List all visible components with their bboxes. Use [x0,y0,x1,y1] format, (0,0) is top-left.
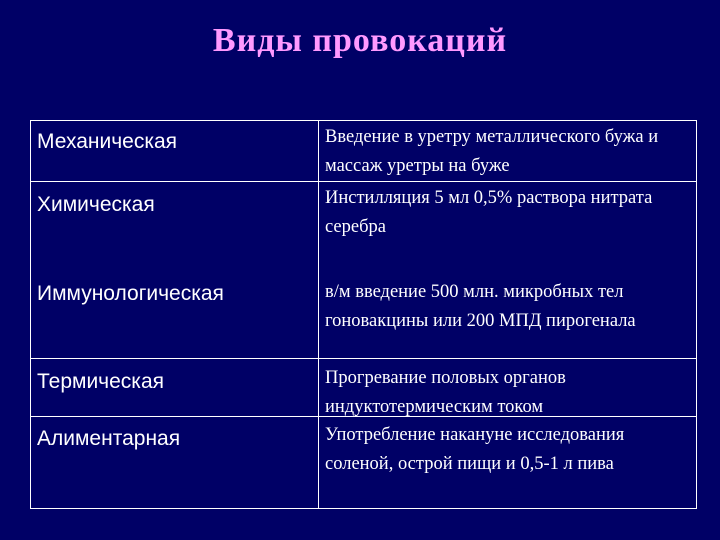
type-cell: Механическая [37,130,178,153]
type-cell: Иммунологическая [37,282,224,305]
table-row [31,182,696,272]
table-row [31,121,696,182]
type-cell: Химическая [37,193,155,216]
page-title: Виды провокаций [212,22,508,59]
description-cell: в/м введение 500 млн. микробных тел гоновакцины или 200 МПД пирогенала [325,282,636,331]
type-cell: Термическая [37,370,164,393]
table-row [31,359,696,417]
description-cell: Прогревание половых органов индуктотермическим током [325,368,566,417]
provocation-table [30,120,697,509]
type-cell: Алиментарная [37,427,181,450]
description-cell: Инстилляция 5 мл 0,5% раствора нитрата серебра [325,188,653,237]
table-row [31,417,696,509]
table-row [31,272,696,359]
description-cell: Введение в уретру металлического бужа и массаж уретры на буже [325,127,659,176]
description-cell: Употребление накануне исследования соленой, острой пищи и 0,5-1 л пива [325,425,625,474]
